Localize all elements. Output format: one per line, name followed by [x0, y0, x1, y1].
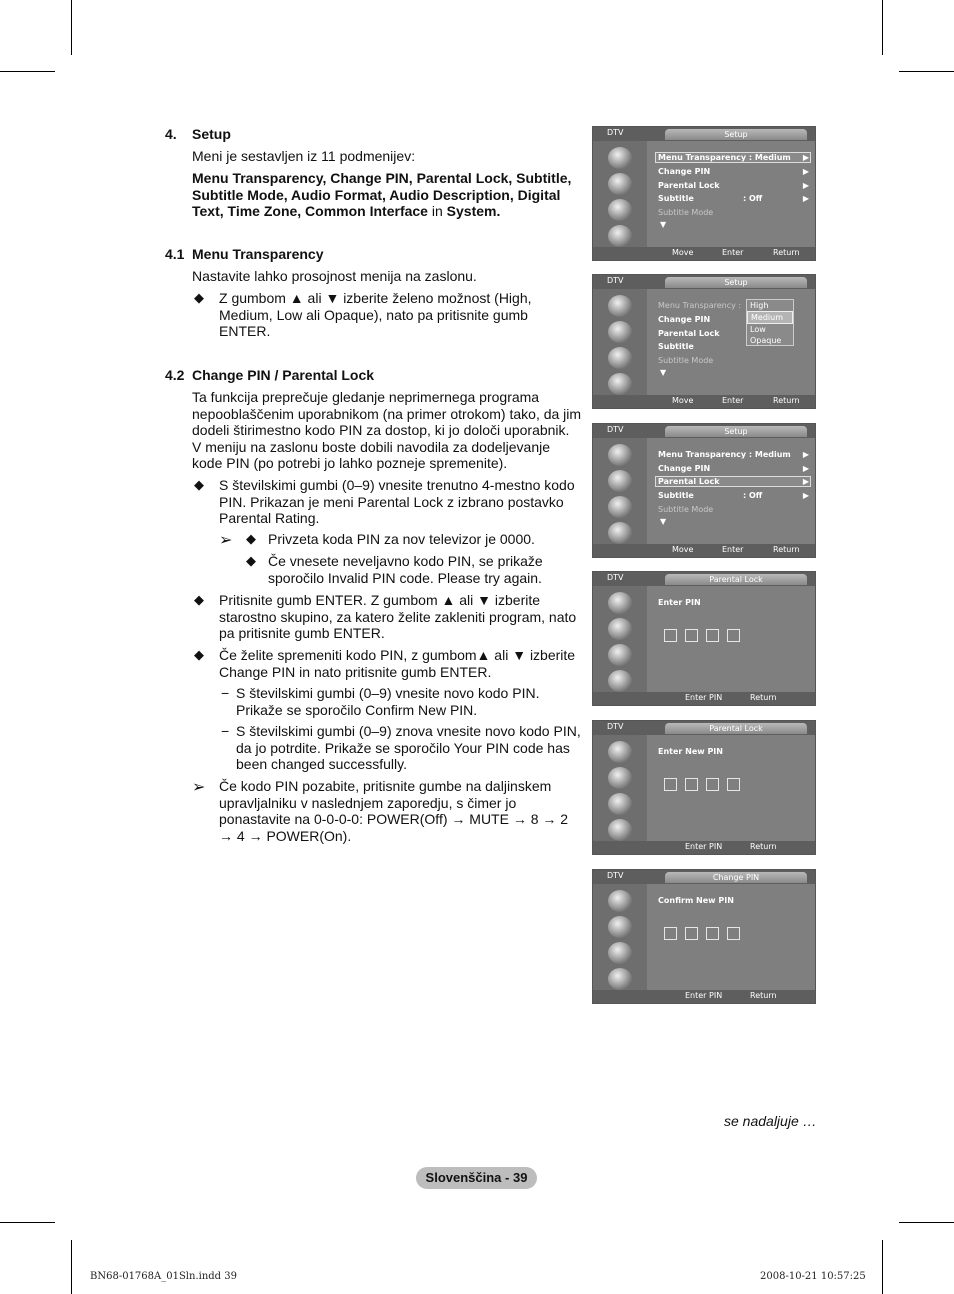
- tv-screen-confirm-new-pin: [592, 869, 816, 1004]
- picture-icon: [608, 295, 632, 317]
- setup-icon: [608, 522, 632, 544]
- dash-text: S številskimi gumbi (0–9) znova vnesite novo kodo PIN, da jo potrdite. Prikaže se sporočilo Your PIN code has been changed successfully.: [236, 723, 581, 772]
- crop-mark: [0, 71, 55, 72]
- setup-icon: [608, 225, 632, 247]
- return-label: Return: [773, 396, 800, 405]
- enter-pin-label: Enter PIN: [685, 991, 723, 1000]
- channel-icon: [608, 942, 632, 964]
- pin-digit-box: [664, 778, 677, 791]
- screen-sidebar: [593, 141, 647, 247]
- pin-digit-box: [685, 927, 698, 940]
- dtv-label: DTV: [607, 871, 624, 880]
- dash-bullet: −: [221, 685, 230, 701]
- note-arrow-icon: ➢: [192, 779, 206, 796]
- print-slug-date: 2008-10-21 10:57:25: [760, 1271, 866, 1282]
- crop-mark: [0, 1222, 55, 1223]
- menu-transparency-item: Menu Transparency : Medium: [658, 153, 791, 162]
- tv-screen-enter-pin: [592, 571, 816, 706]
- dtv-label: DTV: [607, 425, 624, 434]
- arrow-right-icon: ▶: [802, 181, 809, 190]
- return-label: Return: [750, 991, 777, 1000]
- menu-transparency-item: Menu Transparency : Medium: [658, 450, 791, 459]
- more-down-icon: ▼: [660, 368, 667, 377]
- section-number: 4.2: [165, 367, 185, 383]
- bullet-text: Pritisnite gumb ENTER. Z gumbom ▲ ali ▼ izberite starostno skupino, za katero želite zakleniti program, nato pa pritisnite gumb ENTER.: [219, 592, 577, 641]
- dtv-label: DTV: [607, 573, 624, 582]
- enter-pin-prompt: Enter PIN: [658, 598, 701, 607]
- option-low: Low: [750, 325, 766, 334]
- more-down-icon: ▼: [660, 517, 667, 526]
- option-opaque: Opaque: [750, 336, 782, 345]
- enter-pin-label: Enter PIN: [685, 693, 723, 702]
- crop-mark: [71, 0, 72, 55]
- more-down-icon: ▼: [660, 220, 667, 229]
- picture-icon: [608, 890, 632, 912]
- pin-digit-box: [706, 778, 719, 791]
- section-title: Setup: [192, 126, 231, 142]
- return-label: Return: [750, 693, 777, 702]
- section-number: 4.1: [165, 246, 185, 262]
- note-text: Če vnesete neveljavno kodo PIN, se prikaže sporočilo Invalid PIN code. Please try again.: [268, 553, 543, 586]
- bullet-text: Če želite spremeniti kodo PIN, z gumbom▲ ali ▼ izberite Change PIN in nato pritisnite gumb ENTER.: [219, 647, 576, 680]
- pin-digit-box: [685, 629, 698, 642]
- screen-sidebar: [593, 289, 647, 395]
- pin-digit-box: [727, 629, 740, 642]
- note-text: Privzeta koda PIN za nov televizor je 0000.: [268, 531, 535, 547]
- tv-screen-enter-new-pin: [592, 720, 816, 855]
- arrow-right-icon: ▶: [802, 464, 809, 473]
- dtv-label: DTV: [607, 128, 624, 137]
- pin-digit-box: [706, 629, 719, 642]
- subtitle-mode-item: Subtitle Mode: [658, 208, 714, 217]
- print-slug-file: BN68-01768A_01Sln.indd 39: [90, 1271, 237, 1282]
- confirm-new-pin-prompt: Confirm New PIN: [658, 896, 734, 905]
- crop-mark: [71, 1240, 72, 1294]
- enter-new-pin-prompt: Enter New PIN: [658, 747, 723, 756]
- subtitle-value: : Off: [743, 194, 763, 203]
- diamond-bullet-icon: ◆: [194, 647, 204, 662]
- bullet-text: Z gumbom ▲ ali ▼ izberite želeno možnost (High, Medium, Low ali Opaque), nato pa pritisnite gumb ENTER.: [219, 290, 532, 339]
- subtitle-mode-item: Subtitle Mode: [658, 505, 714, 514]
- enter-label: Enter: [722, 248, 744, 257]
- screen-bottombar: [593, 395, 815, 408]
- screen-sidebar: [593, 438, 647, 544]
- screen-sidebar: [593, 735, 647, 841]
- return-label: Return: [750, 842, 777, 851]
- picture-icon: [608, 444, 632, 466]
- sound-icon: [608, 321, 632, 343]
- pin-digit-box: [706, 927, 719, 940]
- submenu-list: [192, 170, 580, 220]
- sound-icon: [608, 470, 632, 492]
- channel-icon: [608, 793, 632, 815]
- enter-pin-label: Enter PIN: [685, 842, 723, 851]
- screen-bottombar: [593, 990, 815, 1003]
- dtv-label: DTV: [607, 722, 624, 731]
- section-title: Menu Transparency: [192, 246, 324, 262]
- crop-mark: [882, 0, 883, 55]
- submenu-system: System.: [446, 203, 501, 219]
- move-label: Move: [672, 248, 694, 257]
- section-intro: Meni je sestavljen iz 11 podmenijev:: [192, 148, 416, 164]
- channel-icon: [608, 496, 632, 518]
- transparency-dropdown: [746, 299, 794, 346]
- subtitle-value: : Off: [743, 491, 763, 500]
- note-text: Če kodo PIN pozabite, pritisnite gumbe na daljinskem upravljalniku v naslednjem zaporedju, s čimer jo ponastavite na 0-0-0-0: POWER(Off) → MUTE → 8 → 2 → 4 → POWER(On).: [219, 778, 569, 844]
- diamond-bullet-icon: ◆: [194, 592, 204, 607]
- change-pin-item: Change PIN: [658, 167, 711, 176]
- screen-sidebar: [593, 884, 647, 990]
- diamond-bullet-icon: ◆: [246, 553, 256, 568]
- pin-digit-box: [685, 778, 698, 791]
- screen-bottombar: [593, 247, 815, 260]
- screen-title: Setup: [665, 129, 807, 140]
- arrow-right-icon: ▶: [802, 491, 809, 500]
- pin-digit-box: [664, 927, 677, 940]
- arrow-right-icon: ▶: [802, 167, 809, 176]
- parental-lock-item: Parental Lock: [658, 329, 720, 338]
- change-pin-item: Change PIN: [658, 464, 711, 473]
- sound-icon: [608, 173, 632, 195]
- picture-icon: [608, 592, 632, 614]
- pin-digit-box: [664, 629, 677, 642]
- setup-icon: [608, 968, 632, 990]
- subtitle-item: Subtitle: [658, 194, 694, 203]
- continued-note: se nadaljuje …: [724, 1113, 817, 1129]
- screen-bottombar: [593, 544, 815, 557]
- screen-title: Parental Lock: [665, 574, 807, 585]
- dash-bullet: −: [221, 723, 230, 739]
- dtv-label: DTV: [607, 276, 624, 285]
- screen-bottombar: [593, 841, 815, 854]
- picture-icon: [608, 741, 632, 763]
- parental-lock-item: Parental Lock: [658, 477, 720, 486]
- pin-digit-box: [727, 927, 740, 940]
- change-pin-item: Change PIN: [658, 315, 711, 324]
- channel-icon: [608, 347, 632, 369]
- subtitle-mode-item: Subtitle Mode: [658, 356, 714, 365]
- arrow-right-icon: ▶: [802, 450, 809, 459]
- parental-lock-item: Parental Lock: [658, 181, 720, 190]
- sound-icon: [608, 618, 632, 640]
- tv-screen-setup-parental: [592, 423, 816, 558]
- screen-title: Setup: [665, 426, 807, 437]
- screen-sidebar: [593, 586, 647, 692]
- enter-label: Enter: [722, 396, 744, 405]
- screen-title: Change PIN: [665, 872, 807, 883]
- arrow-right-icon: ▶: [802, 477, 809, 486]
- enter-label: Enter: [722, 545, 744, 554]
- submenu-names: Menu Transparency, Change PIN, Parental Lock, Subtitle, Subtitle Mode, Audio Format, Audio Description, Digital Text, Time Zone, Common Interface: [192, 170, 572, 219]
- menu-transparency-item: Menu Transparency :: [658, 301, 742, 310]
- diamond-bullet-icon: ◆: [194, 290, 204, 305]
- section-number: 4.: [165, 126, 177, 142]
- note-arrow-icon: ➢: [219, 532, 233, 549]
- bullet-text: S številskimi gumbi (0–9) vnesite trenutno 4-mestno kodo PIN. Prikazan je meni Parental Lock z izbrano postavko Parental Rating.: [219, 477, 575, 526]
- setup-icon: [608, 670, 632, 692]
- screen-bottombar: [593, 692, 815, 705]
- section-desc: Nastavite lahko prosojnost menija na zaslonu.: [192, 268, 477, 284]
- return-label: Return: [773, 545, 800, 554]
- diamond-bullet-icon: ◆: [194, 477, 204, 492]
- subtitle-item: Subtitle: [658, 342, 694, 351]
- page-number-badge: Slovenščina - 39: [416, 1167, 537, 1189]
- arrow-right-icon: ▶: [802, 153, 809, 162]
- crop-mark: [899, 71, 954, 72]
- arrow-right-icon: ▶: [802, 194, 809, 203]
- crop-mark: [882, 1240, 883, 1294]
- subtitle-item: Subtitle: [658, 491, 694, 500]
- diamond-bullet-icon: ◆: [246, 531, 256, 546]
- section-desc: Ta funkcija preprečuje gledanje neprimernega programa nepooblaščenim uporabnikom (na primer otrokom) tako, da jim dodeli štirimestno kodo PIN za dostop, ki jo določi uporabnik. V meniju na zaslonu boste dobili navodila za dodeljevanje kode PIN (po potrebi jo lahko pozneje spremenite).: [192, 389, 582, 471]
- tv-screen-setup-1: [592, 126, 816, 261]
- move-label: Move: [672, 545, 694, 554]
- setup-icon: [608, 819, 632, 841]
- screen-title: Parental Lock: [665, 723, 807, 734]
- crop-mark: [899, 1222, 954, 1223]
- section-title: Change PIN / Parental Lock: [192, 367, 375, 383]
- dash-text: S številskimi gumbi (0–9) vnesite novo kodo PIN. Prikaže se sporočilo Confirm New PIN.: [236, 685, 540, 718]
- channel-icon: [608, 644, 632, 666]
- submenu-in: in: [427, 203, 447, 219]
- screen-title: Setup: [665, 277, 807, 288]
- tv-screen-setup-dropdown: [592, 274, 816, 409]
- sound-icon: [608, 767, 632, 789]
- return-label: Return: [773, 248, 800, 257]
- pin-digit-box: [727, 778, 740, 791]
- channel-icon: [608, 199, 632, 221]
- option-high: High: [750, 301, 769, 310]
- picture-icon: [608, 147, 632, 169]
- move-label: Move: [672, 396, 694, 405]
- option-medium: Medium: [747, 311, 793, 324]
- setup-icon: [608, 373, 632, 395]
- sound-icon: [608, 916, 632, 938]
